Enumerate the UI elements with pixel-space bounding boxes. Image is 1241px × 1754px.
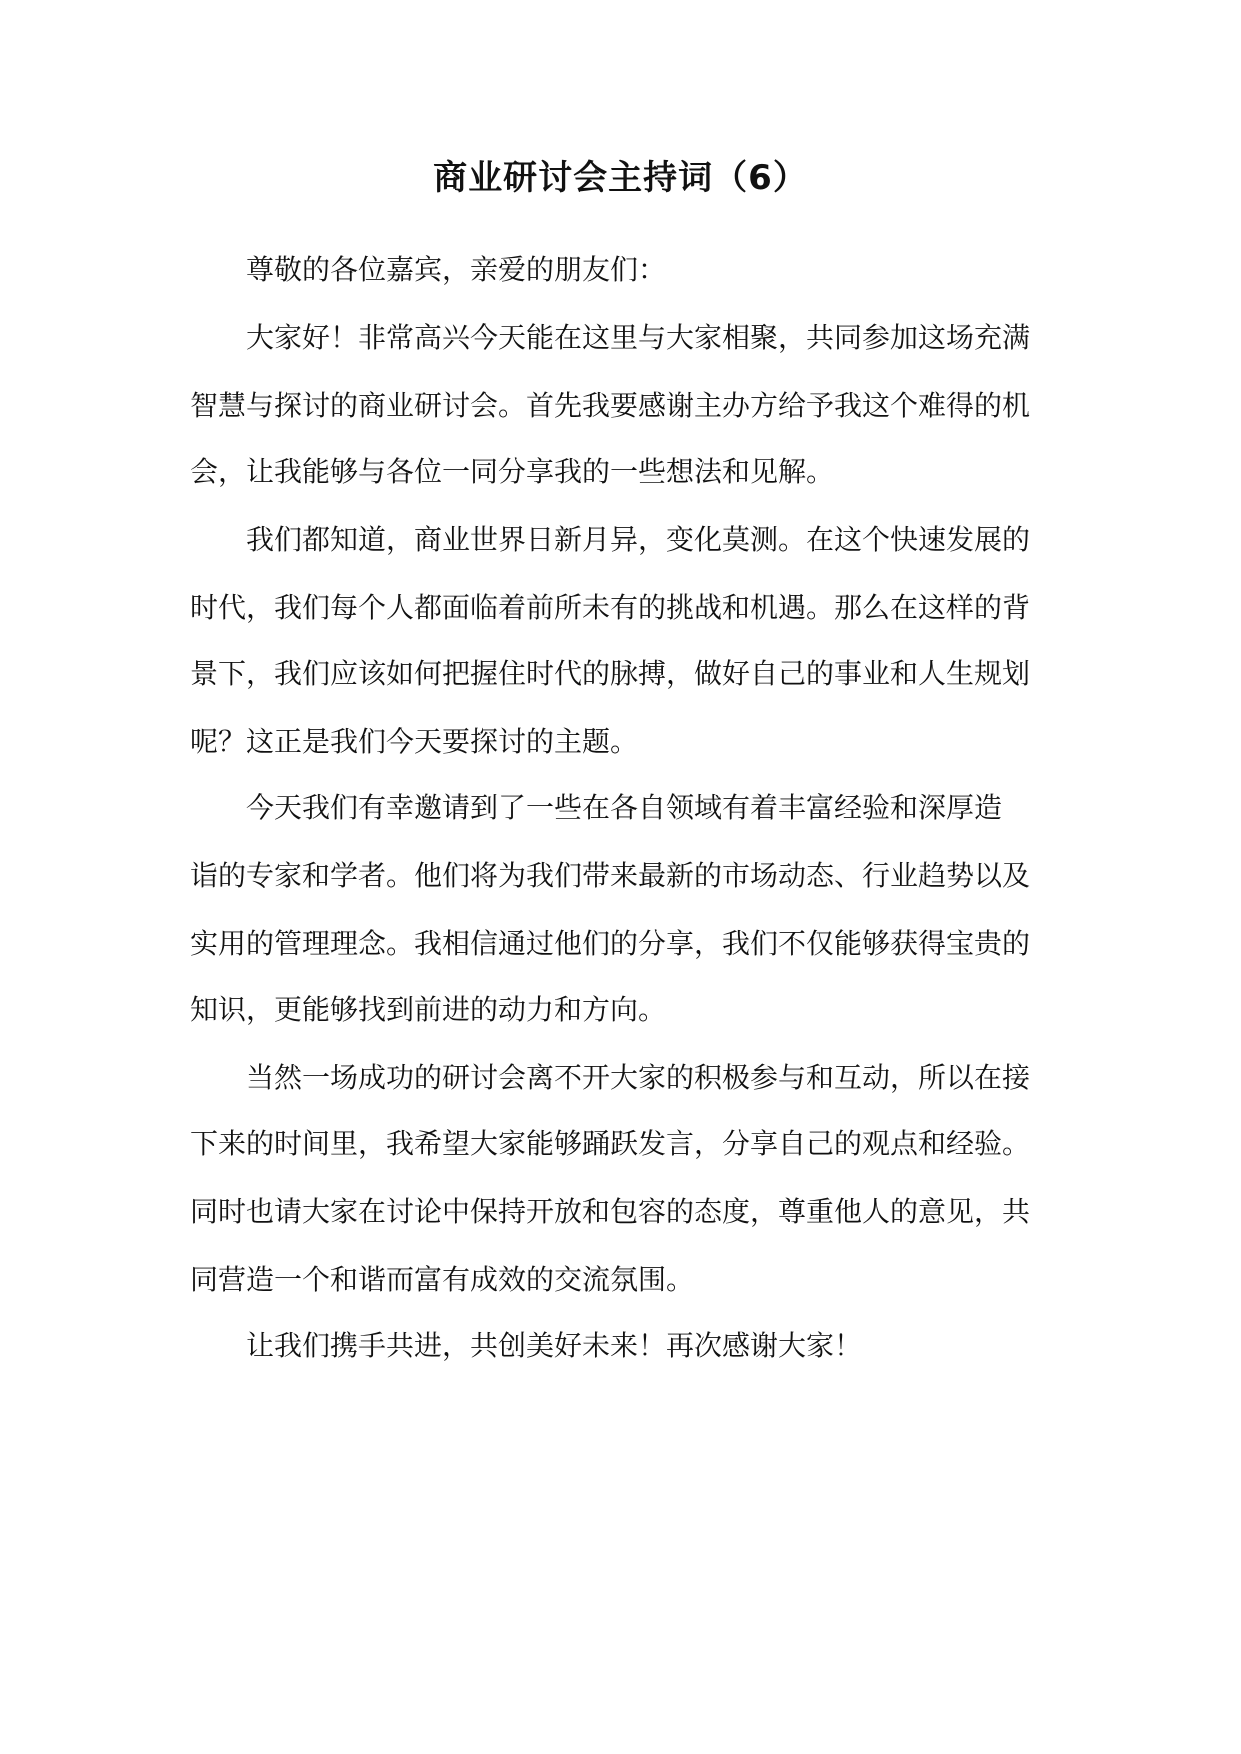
- paragraph-3-line-2: 诣的专家和学者。他们将为我们带来最新的市场动态、行业趋势以及: [190, 859, 1031, 892]
- paragraph-4-line-2: 下来的时间里，我希望大家能够踊跃发言，分享自己的观点和经验。: [190, 1127, 1031, 1160]
- paragraph-1-line-1: 大家好！非常高兴今天能在这里与大家相聚，共同参加这场充满: [246, 321, 1031, 354]
- paragraph-3-line-1: 今天我们有幸邀请到了一些在各自领域有着丰富经验和深厚造: [246, 791, 1003, 824]
- paragraph-4-line-1: 当然一场成功的研讨会离不开大家的积极参与和互动，所以在接: [246, 1061, 1031, 1094]
- paragraph-1-line-2: 智慧与探讨的商业研讨会。首先我要感谢主办方给予我这个难得的机: [190, 389, 1031, 422]
- paragraph-2-line-2: 时代，我们每个人都面临着前所未有的挑战和机遇。那么在这样的背: [190, 591, 1031, 624]
- paragraph-3-line-3: 实用的管理理念。我相信通过他们的分享，我们不仅能够获得宝贵的: [190, 927, 1031, 960]
- paragraph-4-line-3: 同时也请大家在讨论中保持开放和包容的态度，尊重他人的意见，共: [190, 1195, 1031, 1228]
- paragraph-2-line-3: 景下，我们应该如何把握住时代的脉搏，做好自己的事业和人生规划: [190, 657, 1031, 690]
- paragraph-1-line-3: 会，让我能够与各位一同分享我的一些想法和见解。: [190, 455, 835, 488]
- salutation-line: 尊敬的各位嘉宾，亲爱的朋友们：: [246, 253, 667, 286]
- paragraph-4-line-4: 同营造一个和谐而富有成效的交流氛围。: [190, 1263, 695, 1296]
- paragraph-3-line-4: 知识，更能够找到前进的动力和方向。: [190, 993, 667, 1026]
- paragraph-2-line-4: 呢？这正是我们今天要探讨的主题。: [190, 725, 639, 758]
- paragraph-2-line-1: 我们都知道，商业世界日新月异，变化莫测。在这个快速发展的: [246, 523, 1031, 556]
- document-title: 商业研讨会主持词（6）: [433, 158, 808, 198]
- closing-line: 让我们携手共进，共创美好未来！再次感谢大家！: [246, 1329, 863, 1362]
